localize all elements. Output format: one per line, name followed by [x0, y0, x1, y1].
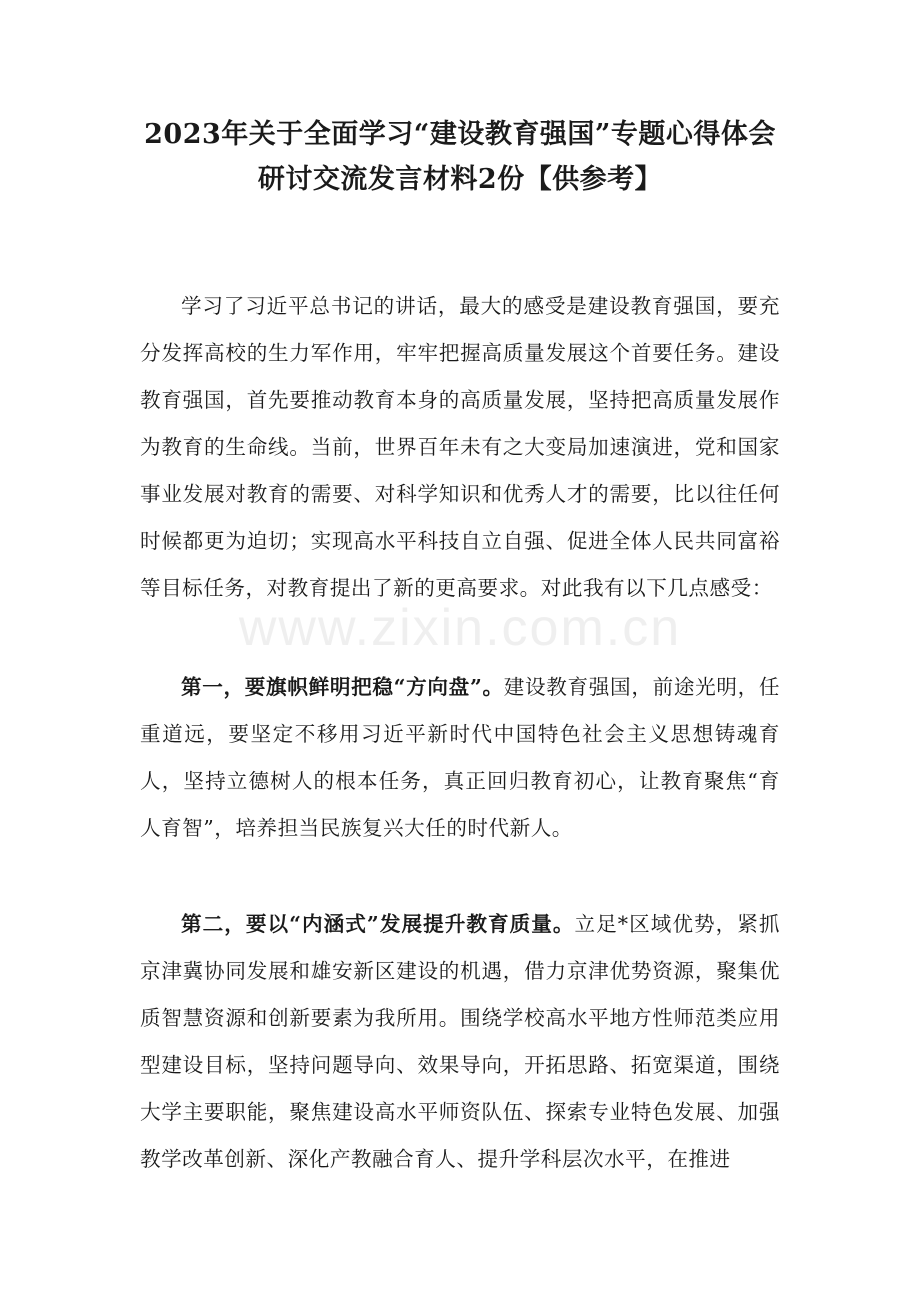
- first-point-text: 建设教育强国，前途光明，任重道远，要坚定不移用习近平新时代中国特色社会主义思想铸魂育人，坚持立德树人的根本任务，真正回归教育初心，让教育聚焦“育人育智”，培养担当民族复兴大任的时代新人。: [140, 674, 780, 840]
- paragraph-first-point: [140, 664, 780, 852]
- second-point-heading: 第二，要以“内涵式”发展提升教育质量。: [181, 911, 575, 936]
- document-title: [0, 112, 920, 202]
- first-point-heading: 第一，要旗帜鲜明把稳“方向盘”。: [181, 674, 504, 699]
- title-line-2: 研讨交流发言材料2份【供参考】: [257, 164, 663, 195]
- paragraph-intro-text: 学习了习近平总书记的讲话，最大的感受是建设教育强国，要充分发挥高校的生力军作用，牢牢把握高质量发展这个首要任务。建设教育强国，首先要推动教育本身的高质量发展，坚持把高质量发展作为教育的生命线。当前，世界百年未有之大变局加速演进，党和国家事业发展对教育的需要、对科学知识和优秀人才的需要，比以往任何时候都更为迫切；实现高水平科技自立自强、促进全体人民共同富裕等目标任务，对教育提出了新的更高要求。对此我有以下几点感受：: [140, 293, 780, 600]
- second-point-text: 立足*区域优势，紧抓京津冀协同发展和雄安新区建设的机遇，借力京津优势资源，聚集优质智慧资源和创新要素为我所用。围绕学校高水平地方性师范类应用型建设目标，坚持问题导向、效果导向，开拓思路、拓宽渠道，围绕大学主要职能，聚焦建设高水平师资队伍、探索专业特色发展、加强教学改革创新、深化产教融合育人、提升学科层次水平，在推进: [140, 911, 780, 1171]
- watermark: www.zixin.com.cn: [238, 599, 682, 657]
- paragraph-second-point: [140, 901, 780, 1183]
- paragraph-intro: [140, 283, 780, 612]
- title-line-1: 2023年关于全面学习“建设教育强国”专题心得体会: [144, 119, 776, 150]
